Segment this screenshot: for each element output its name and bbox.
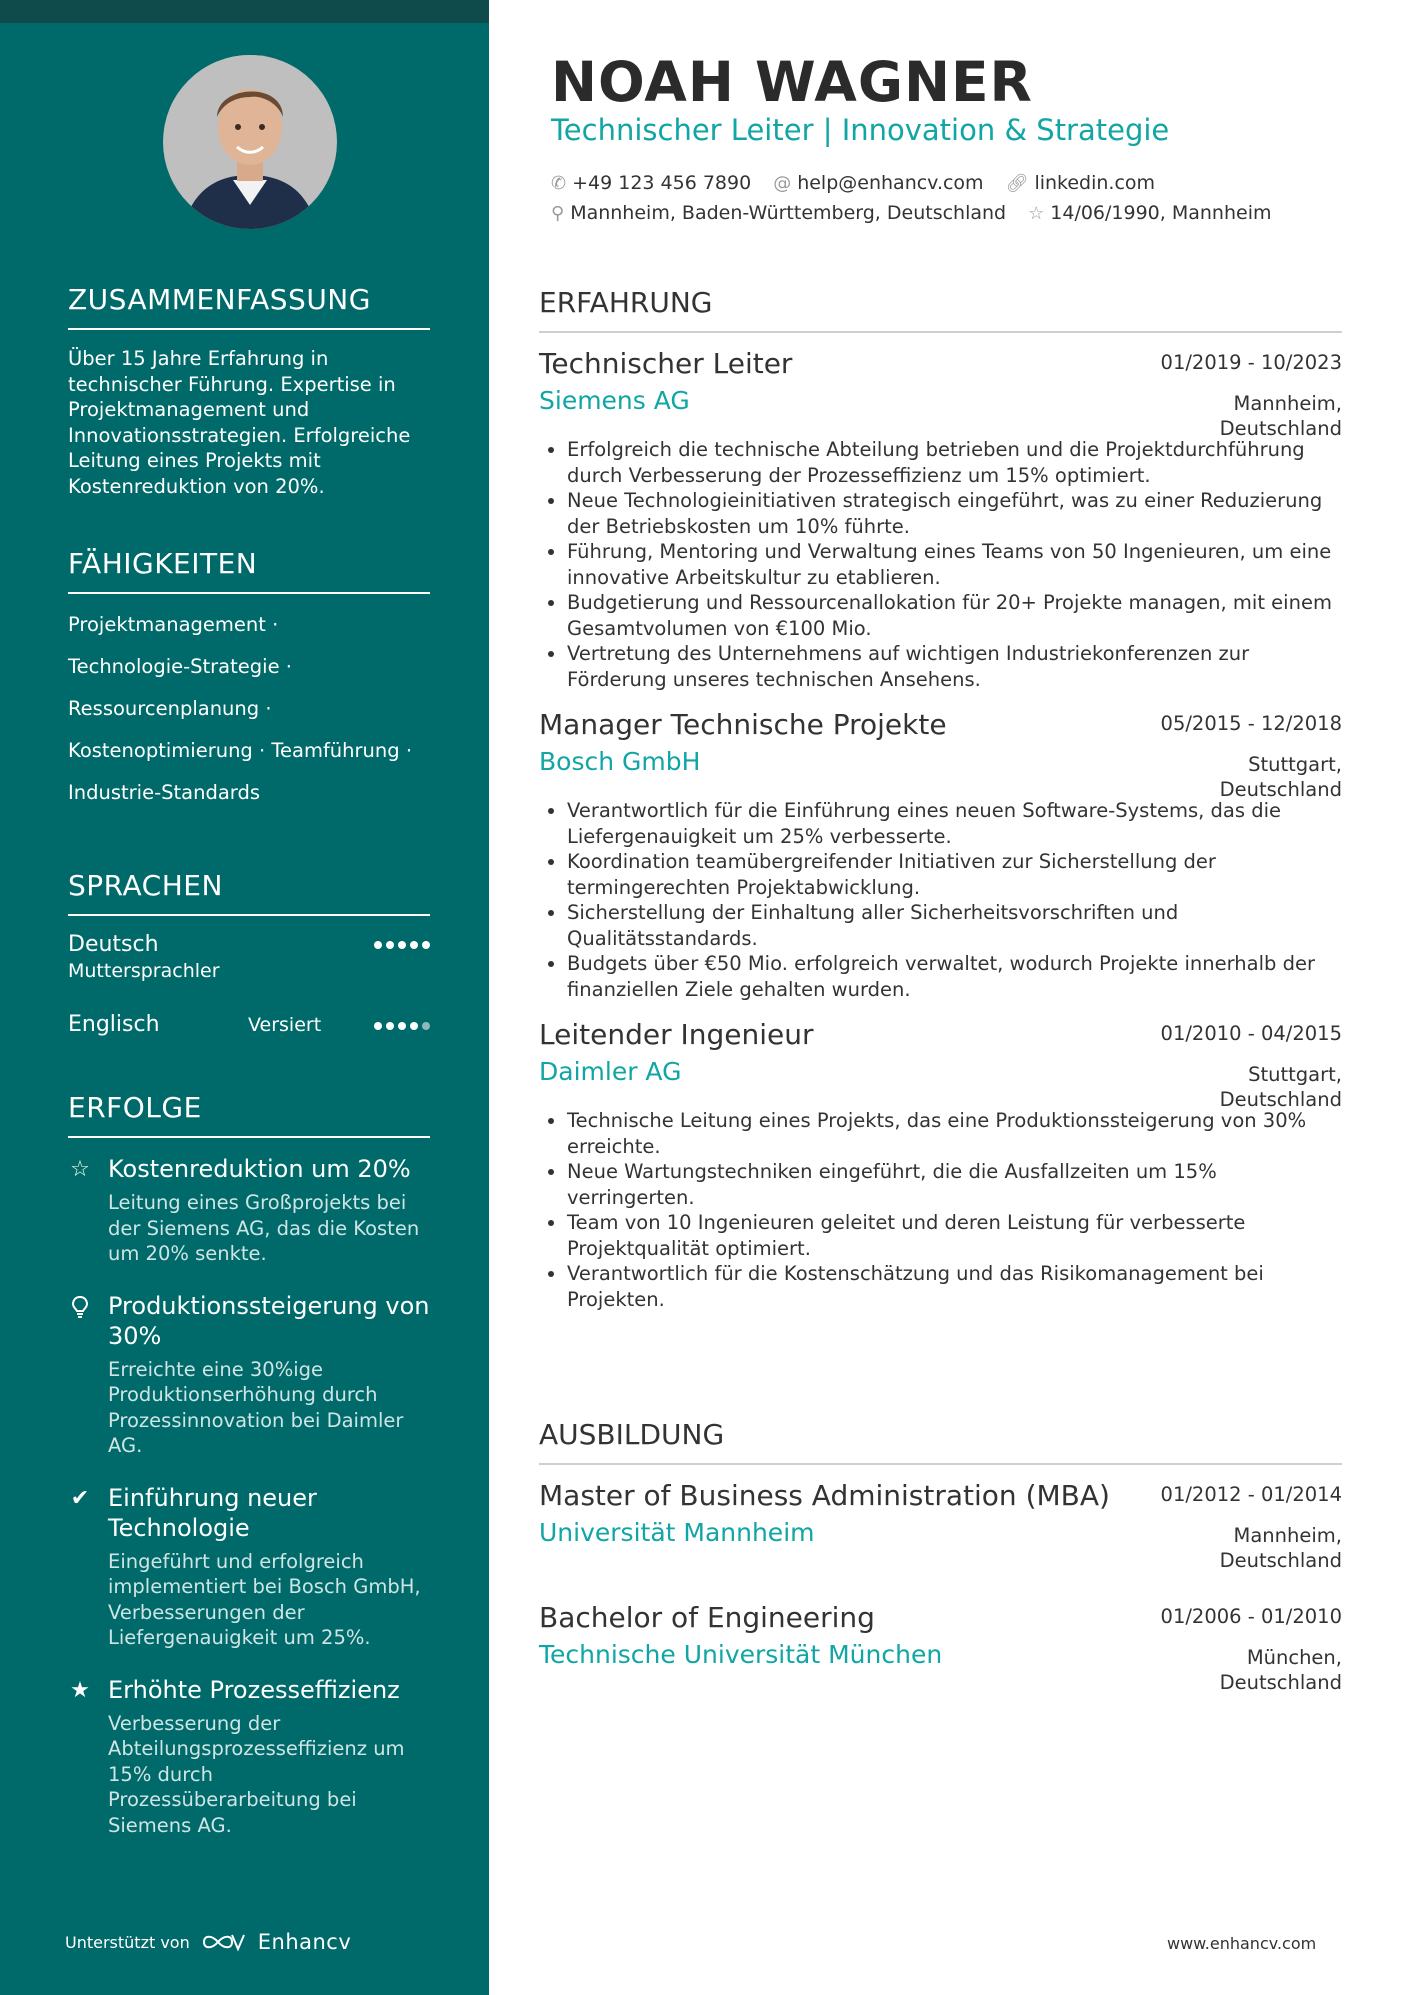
language-item (68, 932, 430, 988)
experience-location: Mannheim, Deutschland (1219, 392, 1342, 440)
star-outline-icon: ☆ (70, 1157, 90, 1182)
experience-location: Stuttgart, Deutschland (1219, 753, 1342, 801)
experience-company: Siemens AG (539, 386, 690, 415)
rating-dot (374, 941, 382, 949)
achievement-item (68, 1154, 430, 1267)
skill-item: Projektmanagement · (68, 613, 279, 636)
experience-location: Stuttgart, Deutschland (1219, 1063, 1342, 1111)
skills-title: FÄHIGKEITEN (68, 547, 430, 594)
experience-dates: 01/2010 - 04/2015 (1160, 1022, 1342, 1045)
achievement-item (68, 1291, 430, 1459)
education-school: Technische Universität München (539, 1640, 943, 1669)
bullet-item: • Neue Wartungstechniken eingeführt, die die Ausfallzeiten um 15% verringerten. (567, 1159, 1342, 1210)
language-level: Versiert (248, 1014, 322, 1036)
achievement-item (68, 1483, 430, 1651)
achievement-title: Einführung neuer Technologie (108, 1483, 317, 1542)
experience-dates: 05/2015 - 12/2018 (1160, 712, 1342, 735)
skill-item: Kostenoptimierung · Teamführung · (68, 739, 413, 762)
education-degree: Master of Business Administration (MBA) (539, 1479, 1110, 1512)
summary-title: ZUSAMMENFASSUNG (68, 283, 430, 330)
candidate-name: NOAH WAGNER (551, 50, 1033, 114)
rating-dot (386, 1022, 394, 1030)
bullet-item: • Erfolgreich die technische Abteilung betrieben und die Projektdurchführung durch Verbesserung der Prozesseffizienz um 15% optimiert. (567, 437, 1342, 488)
star-half-icon: ★ (70, 1677, 90, 1703)
contact-location: ⚲ Mannheim, Baden-Württemberg, Deutschland (551, 202, 1007, 224)
skills-section (68, 547, 430, 814)
languages-title: SPRACHEN (68, 869, 430, 916)
skill-item: Technologie-Strategie · (68, 655, 292, 678)
sidebar (0, 0, 489, 1995)
powered-label: Unterstützt von (65, 1932, 190, 1952)
achievement-desc: Verbesserung der Abteilungsprozesseffizienz um 15% durch Prozessüberarbeitung bei Siemens AG. (108, 1711, 405, 1837)
link-icon: 🔗︎ (1005, 172, 1029, 194)
contact-phone: ✆ +49 123 456 7890 (551, 172, 752, 194)
experience-company: Bosch GmbH (539, 747, 701, 776)
experience-dates: 01/2019 - 10/2023 (1160, 351, 1342, 374)
candidate-headline: Technischer Leiter | Innovation & Strategie (551, 113, 1170, 147)
language-name: Englisch (68, 1012, 160, 1037)
language-rating (370, 941, 430, 949)
sidebar-top-bar (0, 0, 489, 23)
avatar (163, 55, 337, 229)
summary-text: Über 15 Jahre Erfahrung in technischer Führung. Expertise in Projektmanagement und Innovationsstrategien. Erfolgreiche Leitung eines Projekts mit Kostenreduktion von 20%. (68, 347, 411, 498)
experience-title: ERFAHRUNG (539, 286, 1342, 333)
achievements-section (68, 1091, 430, 1862)
bullet-item: • Verantwortlich für die Kostenschätzung und das Risikomanagement bei Projekten. (567, 1261, 1342, 1312)
achievement-desc: Erreichte eine 30%ige Produktionserhöhung durch Prozessinnovation bei Daimler AG. (108, 1357, 404, 1457)
bullet-item: • Budgetierung und Ressourcenallokation für 20+ Projekte managen, mit einem Gesamtvolumen von €100 Mio. (567, 590, 1342, 641)
bullet-item: • Sicherstellung der Einhaltung aller Sicherheitsvorschriften und Qualitätsstandards. (567, 900, 1342, 951)
contact-email[interactable]: @ help@enhancv.com (773, 172, 984, 194)
bullet-item: • Koordination teamübergreifender Initiativen zur Sicherstellung der termingerechten Projektabwicklung. (567, 849, 1342, 900)
experience-role: Manager Technische Projekte (539, 708, 947, 741)
skill-item: Industrie-Standards (68, 781, 260, 804)
footer-url[interactable]: www.enhancv.com (1167, 1934, 1317, 1953)
achievement-title: Produktionssteigerung von 30% (108, 1291, 430, 1350)
experience-item (539, 1018, 1342, 1312)
bullet-item: • Team von 10 Ingenieuren geleitet und deren Leistung für verbesserte Projektqualität optimiert. (567, 1210, 1342, 1261)
experience-role: Leitender Ingenieur (539, 1018, 814, 1051)
education-location: München, Deutschland (1219, 1646, 1342, 1694)
at-icon: @ (773, 172, 792, 194)
bullet-item: • Vertretung des Unternehmens auf wichtigen Industriekonferenzen zur Förderung unseres technischen Ansehens. (567, 641, 1342, 692)
education-item (539, 1479, 1342, 1589)
rating-dot (398, 1022, 406, 1030)
languages-section (68, 869, 430, 1072)
star-outline-icon: ☆ (1028, 202, 1045, 224)
rating-dot (398, 941, 406, 949)
phone-icon: ✆ (551, 172, 567, 194)
rating-dot (410, 1022, 418, 1030)
experience-company: Daimler AG (539, 1057, 682, 1086)
rating-dot (386, 941, 394, 949)
rating-dot (422, 941, 430, 949)
rating-dot (410, 941, 418, 949)
education-location: Mannheim, Deutschland (1219, 1524, 1342, 1572)
avatar-portrait (163, 55, 337, 229)
experience-bullets (539, 437, 1342, 692)
education-school: Universität Mannheim (539, 1518, 815, 1547)
experience-bullets (539, 798, 1342, 1002)
bullet-item: • Verantwortlich für die Einführung eines neuen Software-Systems, das die Liefergenauigkeit um 25% verbesserte. (567, 798, 1342, 849)
experience-item (539, 347, 1342, 692)
experience-role: Technischer Leiter (539, 347, 793, 380)
skill-item: Ressourcenplanung · (68, 697, 272, 720)
powered-brand: Enhancv (257, 1930, 352, 1954)
achievement-title: Erhöhte Prozesseffizienz (108, 1675, 400, 1704)
location-pin-icon: ⚲ (551, 202, 565, 224)
achievement-desc: Eingeführt und erfolgreich implementiert bei Bosch GmbH, Verbesserungen der Liefergenauigkeit um 25%. (108, 1549, 421, 1649)
language-level: Muttersprachler (68, 960, 220, 982)
achievements-title: ERFOLGE (68, 1091, 430, 1138)
contact-birth: ☆ 14/06/1990, Mannheim (1028, 202, 1272, 224)
achievement-item (68, 1675, 430, 1839)
contact-link[interactable]: 🔗︎ linkedin.com (1005, 172, 1156, 194)
education-section (539, 1418, 1342, 1711)
achievement-desc: Leitung eines Großprojekts bei der Siemens AG, das die Kosten um 20% senkte. (108, 1191, 420, 1265)
experience-item (539, 708, 1342, 1002)
language-rating (370, 1022, 430, 1030)
summary-section (68, 283, 430, 499)
rating-dot (374, 1022, 382, 1030)
education-title: AUSBILDUNG (539, 1418, 1342, 1465)
bullet-item: • Technische Leitung eines Projekts, das eine Produktionssteigerung von 30% erreichte. (567, 1108, 1342, 1159)
education-item (539, 1601, 1342, 1711)
experience-bullets (539, 1108, 1342, 1312)
education-dates: 01/2012 - 01/2014 (1160, 1483, 1342, 1506)
enhancv-logo-icon (202, 1931, 246, 1953)
contact-info (551, 168, 1272, 228)
bullet-item: • Budgets über €50 Mio. erfolgreich verwaltet, wodurch Projekte innerhalb der finanziellen Ziele gehalten wurden. (567, 951, 1342, 1002)
bullet-item: • Führung, Mentoring und Verwaltung eines Teams von 50 Ingenieuren, um eine innovative Arbeitskultur zu etablieren. (567, 539, 1342, 590)
checkmark-icon: ✔ (70, 1485, 90, 1511)
powered-by (65, 1930, 351, 1954)
language-name: Deutsch (68, 932, 159, 957)
achievement-title: Kostenreduktion um 20% (108, 1155, 411, 1183)
language-item (68, 1002, 430, 1058)
experience-section (539, 286, 1342, 1312)
lightbulb-icon (68, 1295, 92, 1319)
bullet-item: • Neue Technologieinitiativen strategisch eingeführt, was zu einer Reduzierung der Betriebskosten um 10% führte. (567, 488, 1342, 539)
education-degree: Bachelor of Engineering (539, 1601, 875, 1634)
education-dates: 01/2006 - 01/2010 (1160, 1605, 1342, 1628)
rating-dot-empty (422, 1022, 430, 1030)
skills-list (68, 604, 430, 814)
